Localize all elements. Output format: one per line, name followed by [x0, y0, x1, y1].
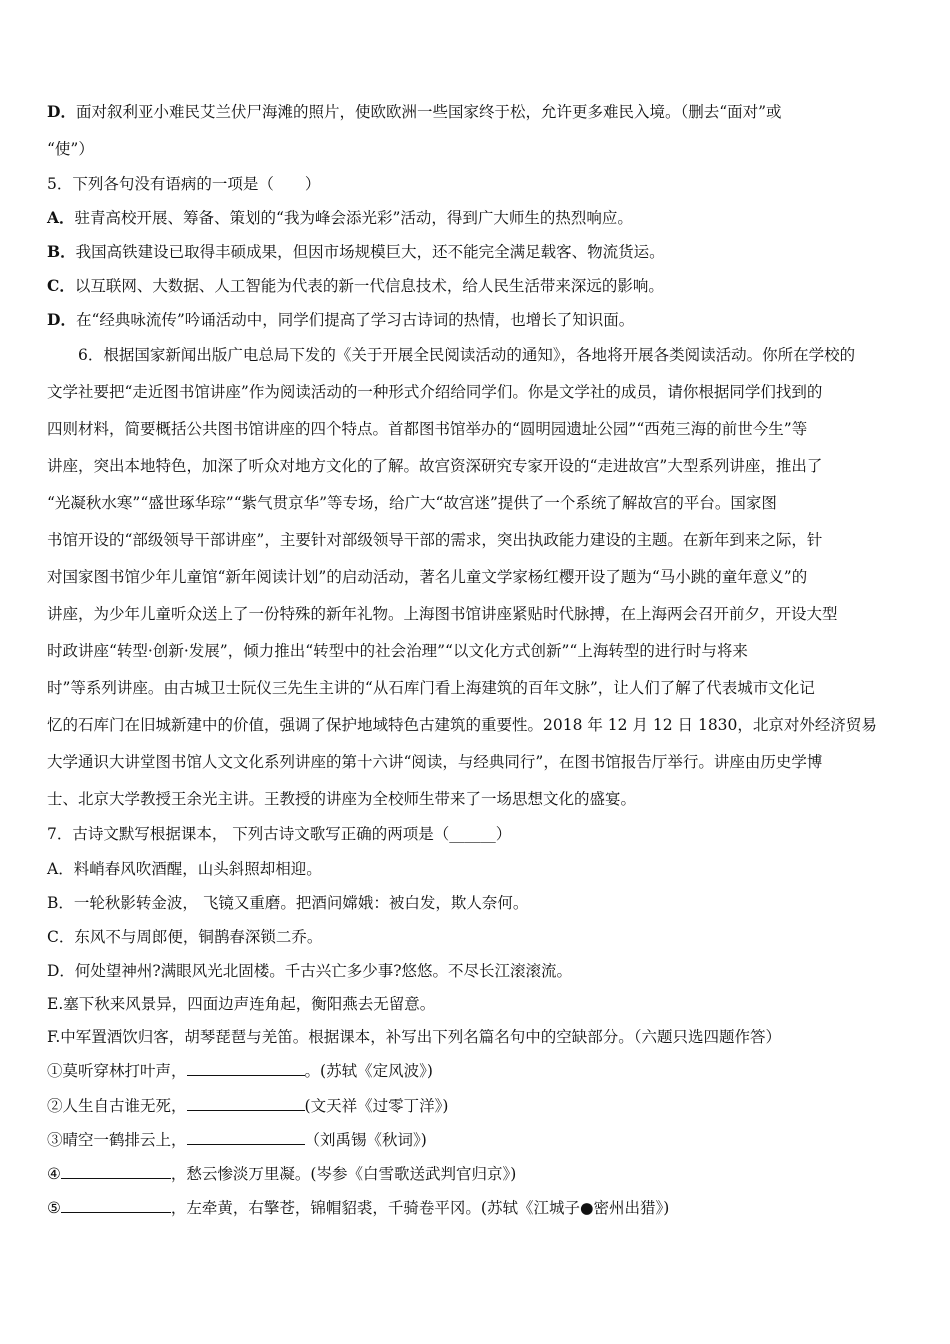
q5-option-d: [47, 310, 634, 330]
fill-suffix: (文天祥《过零丁洋》): [304, 1097, 449, 1115]
q6-line: 忆的石库门在旧城新建中的价值，强调了保护地域特色古建筑的重要性。2018 年 12 月 12 日 1830，北京对外经济贸易: [47, 716, 877, 734]
q6-line: 讲座，为少年儿童听众送上了一份特殊的新年礼物。上海图书馆讲座紧贴时代脉搏，在上海两会召开前夕，开设大型: [47, 605, 838, 623]
q7-option-c: C．东风不与周郎便，铜鹊春深锁二乔。: [47, 928, 323, 946]
option-label: B．: [47, 242, 76, 261]
q6-line: 四则材料，简要概括公共图书馆讲座的四个特点。首都图书馆举办的“圆明园遗址公园”“西苑三海的前世今生”等: [47, 420, 808, 438]
answer-blank[interactable]: [61, 1163, 171, 1179]
q5-option-b: [47, 242, 665, 262]
answer-blank[interactable]: [187, 1060, 305, 1076]
fill-suffix: ，愁云惨淡万里凝。(岑参《白雪歌送武判官归京》): [170, 1165, 517, 1183]
fill-prefix: ④: [47, 1165, 61, 1183]
fill-suffix: ，左牵黄，右擎苍，锦帽貂裘，千骑卷平冈。(苏轼《江城子●密州出猎》): [170, 1199, 670, 1217]
q6-line: 大学通识大讲堂图书馆人文文化系列讲座的第十六讲“阅读，与经典同行”，在图书馆报告厅举行。讲座由历史学博: [47, 753, 823, 771]
option-text: 以互联网、大数据、人工智能为代表的新一代信息技术，给人民生活带来深远的影响。: [74, 277, 664, 295]
q5-option-a: [47, 208, 633, 228]
q6-line: 时政讲座“转型·创新·发展”，倾力推出“转型中的社会治理”“以文化方式创新”“上海转型的进行时与将来: [47, 642, 748, 660]
q7-option-d: D．何处望神州?满眼风光北固楼。千古兴亡多少事?悠悠。不尽长江滚滚流。: [47, 962, 573, 980]
fill-item-2: [47, 1095, 448, 1116]
option-label: A．: [47, 208, 75, 227]
q7-option-f: F.中军置酒饮归客，胡琴琵琶与羌笛。根据课本，补写出下列名篇名句中的空缺部分。（六题只选四题作答）: [47, 1028, 782, 1046]
fill-item-1: [47, 1060, 433, 1081]
answer-blank[interactable]: [187, 1095, 305, 1111]
q6-line: 6．根据国家新闻出版广电总局下发的《关于开展全民阅读活动的通知》，各地将开展各类阅读活动。你所在学校的: [78, 346, 856, 364]
fill-prefix: ①莫听穿林打叶声，: [47, 1062, 187, 1080]
option-label: D．: [47, 102, 76, 121]
q7-option-a: A．料峭春风吹酒醒，山头斜照却相迎。: [47, 860, 322, 878]
q6-line: 书馆开设的“部级领导干部讲座”，主要针对部级领导干部的需求，突出执政能力建设的主题。在新年到来之际，针: [47, 531, 823, 549]
option-text: 面对叙利亚小难民艾兰伏尸海滩的照片，使欧欧洲一些国家终于松，允许更多难民入境。（删去“面对”或: [75, 103, 782, 121]
q6-line: “光凝秋水寒”“盛世琢华琮”“紫气贯京华”等专场，给广大“故宫迷”提供了一个系统了解故宫的平台。国家图: [47, 494, 777, 512]
q4-option-d-cont: “使”）: [47, 140, 94, 158]
fill-prefix: ②人生自古谁无死，: [47, 1097, 187, 1115]
q5-stem: 5．下列各句没有语病的一项是（ ）: [47, 175, 321, 193]
q6-line: 讲座，突出本地特色，加深了听众对地方文化的了解。故宫资深研究专家开设的“走进故宫”大型系列讲座，推出了: [47, 457, 823, 475]
q6-line: 时”等系列讲座。由古城卫士阮仪三先生主讲的“从石库门看上海建筑的百年文脉”，让人们了解了代表城市文化记: [47, 679, 815, 697]
answer-blank[interactable]: [61, 1197, 171, 1213]
option-label: C．: [47, 276, 75, 295]
q6-line: 文学社要把“走近图书馆讲座”作为阅读活动的一种形式介绍给同学们。你是文学社的成员，请你根据同学们找到的: [47, 383, 823, 401]
fill-prefix: ③晴空一鹤排云上，: [47, 1131, 187, 1149]
option-text: 驻青高校开展、筹备、策划的“我为峰会添光彩”活动，得到广大师生的热烈响应。: [74, 209, 633, 227]
fill-suffix: （刘禹锡《秋词》): [304, 1131, 427, 1149]
fill-item-3: [47, 1129, 427, 1150]
option-text: 我国高铁建设已取得丰硕成果，但因市场规模巨大，还不能完全满足载客、物流货运。: [75, 243, 665, 261]
answer-blank[interactable]: [187, 1129, 305, 1145]
q5-option-c: [47, 276, 664, 296]
fill-item-5: [47, 1197, 669, 1218]
option-text: 在“经典咏流传”吟诵活动中，同学们提高了学习古诗词的热情，也增长了知识面。: [75, 311, 635, 329]
q7-option-b: B．一轮秋影转金波， 飞镜又重磨。把酒问嫦娥：被白发，欺人奈何。: [47, 894, 529, 912]
fill-suffix: 。(苏轼《定风波》): [304, 1062, 433, 1080]
q6-line: 对国家图书馆少年儿童馆“新年阅读计划”的启动活动，著名儿童文学家杨红樱开设了题为“马小跳的童年意义”的: [47, 568, 808, 586]
q7-stem: 7．古诗文默写根据课本， 下列古诗文歌写正确的两项是（______）: [47, 825, 512, 843]
q6-line: 士、北京大学教授王余光主讲。王教授的讲座为全校师生带来了一场思想文化的盛宴。: [47, 790, 637, 808]
option-label: D．: [47, 310, 76, 329]
q4-option-d: [47, 102, 782, 122]
fill-item-4: [47, 1163, 516, 1184]
fill-prefix: ⑤: [47, 1199, 61, 1217]
q7-option-e: E.塞下秋来风景异，四面边声连角起，衡阳燕去无留意。: [47, 995, 436, 1013]
